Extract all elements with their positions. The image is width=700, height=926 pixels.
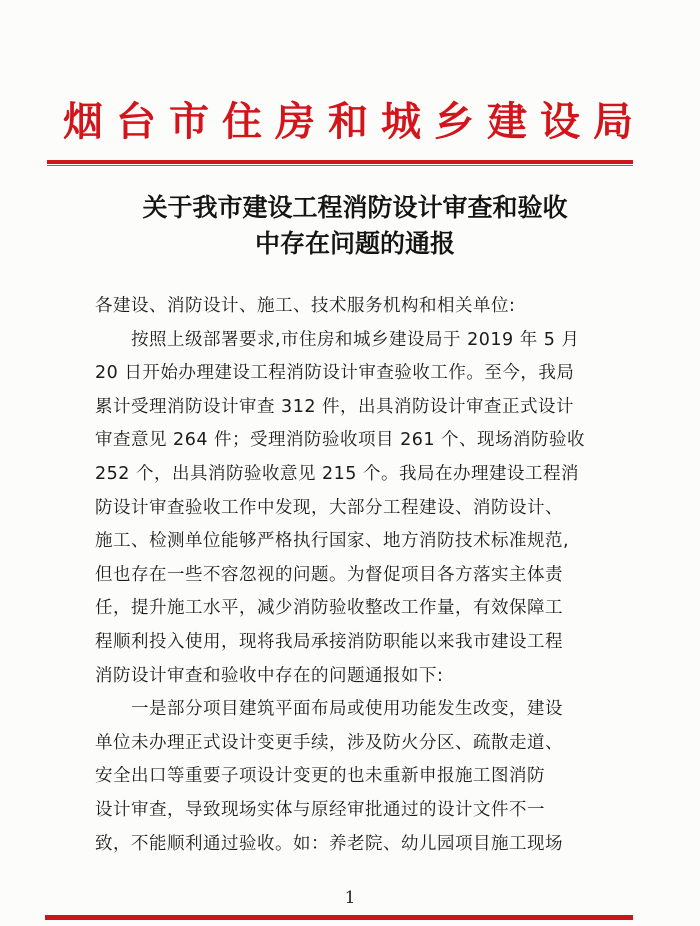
- page-number: 1: [344, 888, 356, 908]
- body-line: 致，不能顺利通过验收。如：养老院、幼儿园项目施工现场: [95, 833, 563, 854]
- body-line: 施工、检测单位能够严格执行国家、地方消防技术标准规范,: [95, 531, 570, 552]
- body-line: 累计受理消防设计审查 312 件，出具消防设计审查正式设计: [95, 396, 575, 417]
- body-line: 程顺利投入使用，现将我局承接消防职能以来我市建设工程: [95, 631, 563, 652]
- body-line: 252 个，出具消防验收意见 215 个。我局在办理建设工程消: [95, 463, 579, 484]
- masthead-char: 局: [593, 99, 633, 145]
- document-title-line-1: 关于我市建设工程消防设计审查和验收: [142, 193, 568, 222]
- body-line: 防设计审查验收工作中发现，大部分工程建设、消防设计、: [95, 497, 563, 518]
- masthead-char: 城: [381, 99, 421, 145]
- body-line: 审查意见 264 件；受理消防验收项目 261 个、现场消防验收: [95, 430, 586, 451]
- issuing-authority-masthead: [63, 98, 633, 146]
- body-line: 消防设计审查和验收中存在的问题通报如下:: [95, 665, 444, 686]
- masthead-thin-rule: [47, 165, 633, 166]
- masthead-char: 烟: [63, 99, 103, 145]
- body-line: 设计审查，导致现场实体与原经审批通过的设计文件不一: [95, 799, 545, 820]
- masthead-char: 和: [328, 99, 368, 145]
- body-line: 20 日开始办理建设工程消防设计审查验收工作。至今，我局: [95, 363, 575, 384]
- masthead-char: 住: [222, 99, 262, 145]
- document-title: [0, 190, 700, 262]
- masthead-char: 设: [540, 99, 580, 145]
- body-line: 一是部分项目建筑平面布局或使用功能发生改变，建设: [131, 699, 563, 720]
- document-title-line-2: 中存在问题的通报: [254, 229, 455, 258]
- masthead-char: 市: [169, 99, 209, 145]
- body-line: 任，提升施工水平，减少消防验收整改工作量，有效保障工: [95, 598, 563, 619]
- body-line: 但也存在一些不容忽视的问题。为督促项目各方落实主体责: [95, 564, 563, 585]
- footer-red-rule: [45, 915, 633, 920]
- body-line: 按照上级部署要求,市住房和城乡建设局于 2019 年 5 月: [131, 329, 580, 350]
- masthead-char: 建: [487, 99, 527, 145]
- masthead-red-rule: [47, 160, 633, 164]
- masthead-char: 乡: [434, 99, 474, 145]
- body-line: 安全出口等重要子项设计变更的也未重新申报施工图消防: [95, 766, 545, 787]
- salutation: 各建设、消防设计、施工、技术服务机构和相关单位:: [95, 296, 516, 316]
- body-line: 单位未办理正式设计变更手续，涉及防火分区、疏散走道、: [95, 732, 563, 753]
- masthead-char: 台: [116, 99, 156, 145]
- masthead-char: 房: [275, 99, 315, 145]
- document-body: [95, 290, 615, 861]
